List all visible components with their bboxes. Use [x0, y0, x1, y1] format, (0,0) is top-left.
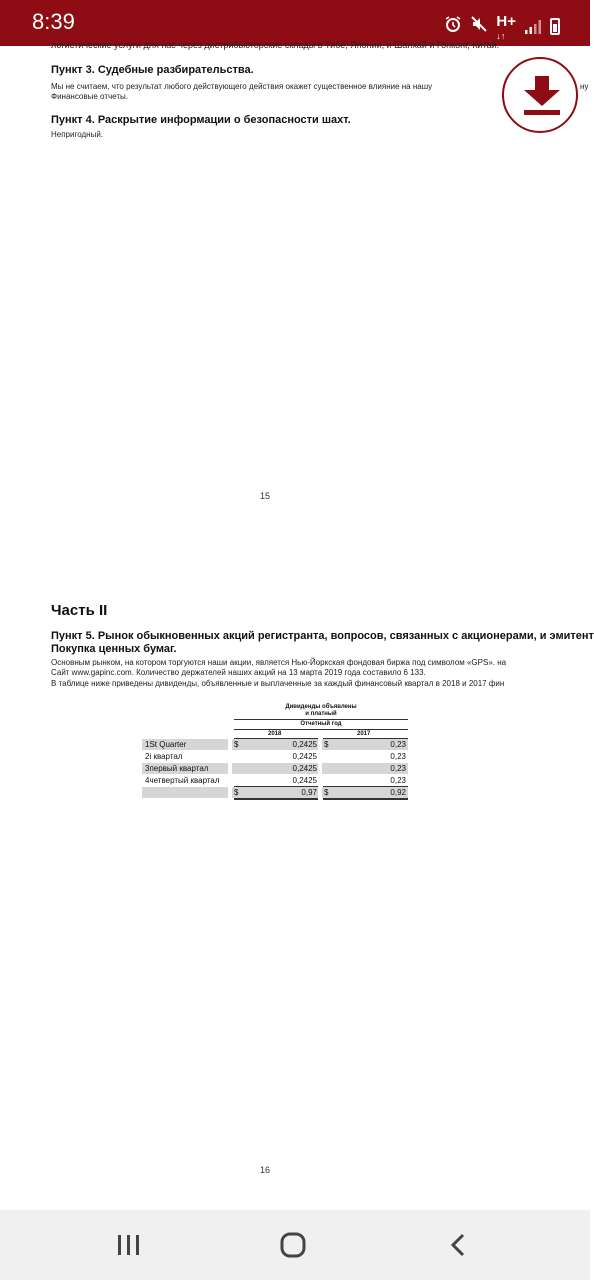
item5-para3: В таблице ниже приведены дивиденды, объявленные и выплаченные за каждый финансовый квартал в 2018 и 2017 фин: [51, 679, 505, 688]
item5-para2: Сайт www.gapinc.com. Количество держателей наших акций на 13 марта 2019 года составило 6 133.: [51, 668, 426, 677]
battery-icon: [550, 18, 560, 35]
item4-text: Непригодный.: [51, 130, 104, 139]
page-number-16: 16: [260, 1165, 271, 1175]
period-label: Отчетный год: [300, 721, 342, 727]
item5-heading-line1: Пункт 5. Рынок обыкновенных акций регистранта, вопросов, связанных с акционерами, и эмитент: [51, 630, 594, 642]
page-number-15: 15: [260, 491, 271, 501]
recents-icon[interactable]: [114, 1232, 144, 1258]
table-row: [142, 739, 408, 750]
row-value-2017: 0,23: [390, 776, 406, 785]
item5-para1: Основным рынком, на котором торгуются наши акции, является Нью-Йоркская фондовая биржа под символом «GPS». на: [51, 658, 507, 667]
row-value-2018: 0,2425: [292, 776, 317, 785]
row-value-2017: 0,23: [390, 740, 406, 749]
cut-off-text: логистические услуги для нас через дистрибьюторские склады в Тибе, Японии, и Шанхай и Гонконг, Китай.: [51, 40, 500, 50]
back-icon[interactable]: [444, 1232, 474, 1258]
caption-line2: и платный: [305, 711, 337, 717]
item3-heading: Пункт 3. Судебные разбирательства.: [51, 64, 254, 76]
row-value-2018: 0,2425: [292, 752, 317, 761]
row-label: 3первый квартал: [145, 764, 209, 773]
row-value-2018: 0,2425: [292, 740, 317, 749]
row-currency-2018: $: [234, 740, 239, 749]
row-value-2017: 0,23: [390, 752, 406, 761]
row-value-2017: 0,23: [390, 764, 406, 773]
item3-line1: Мы не считаем, что результат любого действующего действия окажет существенное влияние на нашу: [51, 82, 433, 91]
item3-line2: Финансовые отчеты.: [51, 92, 128, 101]
total-double-rule: [323, 798, 408, 800]
caption-rule: [234, 719, 408, 720]
table-row: [142, 775, 408, 786]
item4-heading: Пункт 4. Раскрытие информации о безопасности шахт.: [51, 114, 351, 126]
item3-line1-tail: ну: [580, 82, 589, 91]
status-icons: [444, 12, 560, 41]
table-total-row: [142, 787, 408, 798]
period-rule: [234, 729, 408, 730]
row-currency-2017: $: [324, 740, 329, 749]
navigation-bar: [0, 1210, 590, 1280]
row-label: 1St Quarter: [145, 740, 187, 749]
data-icon: H+ ↓↑: [496, 13, 516, 41]
row-label: 4четвертый квартал: [145, 776, 220, 785]
row-value-2018: 0,2425: [292, 764, 317, 773]
row-label: 2і квартал: [145, 752, 183, 761]
alarm-icon: [444, 15, 462, 39]
table-caption: [234, 704, 408, 718]
year-2018: 2018: [268, 731, 282, 737]
table-row: [142, 763, 408, 774]
mute-icon: [470, 15, 488, 39]
data-label: H+: [496, 13, 516, 30]
total-value-2018: 0,97: [301, 788, 317, 797]
item5-heading-line2: Покупка ценных бумаг.: [51, 643, 177, 655]
table-row: [142, 751, 408, 762]
download-button[interactable]: [502, 57, 578, 133]
year-2017: 2017: [357, 731, 371, 737]
clock: 8:39: [32, 9, 75, 34]
total-value-2017: 0,92: [390, 788, 406, 797]
part-title: Часть II: [51, 602, 108, 619]
download-icon: [521, 74, 563, 118]
total-currency-2017: $: [324, 788, 329, 797]
home-icon[interactable]: [278, 1232, 308, 1258]
signal-icon: [524, 19, 542, 35]
total-currency-2018: $: [234, 788, 239, 797]
total-double-rule: [234, 798, 318, 800]
document-viewer[interactable]: [0, 40, 594, 1210]
caption-line1: Дивиденды объявлены: [285, 704, 357, 710]
